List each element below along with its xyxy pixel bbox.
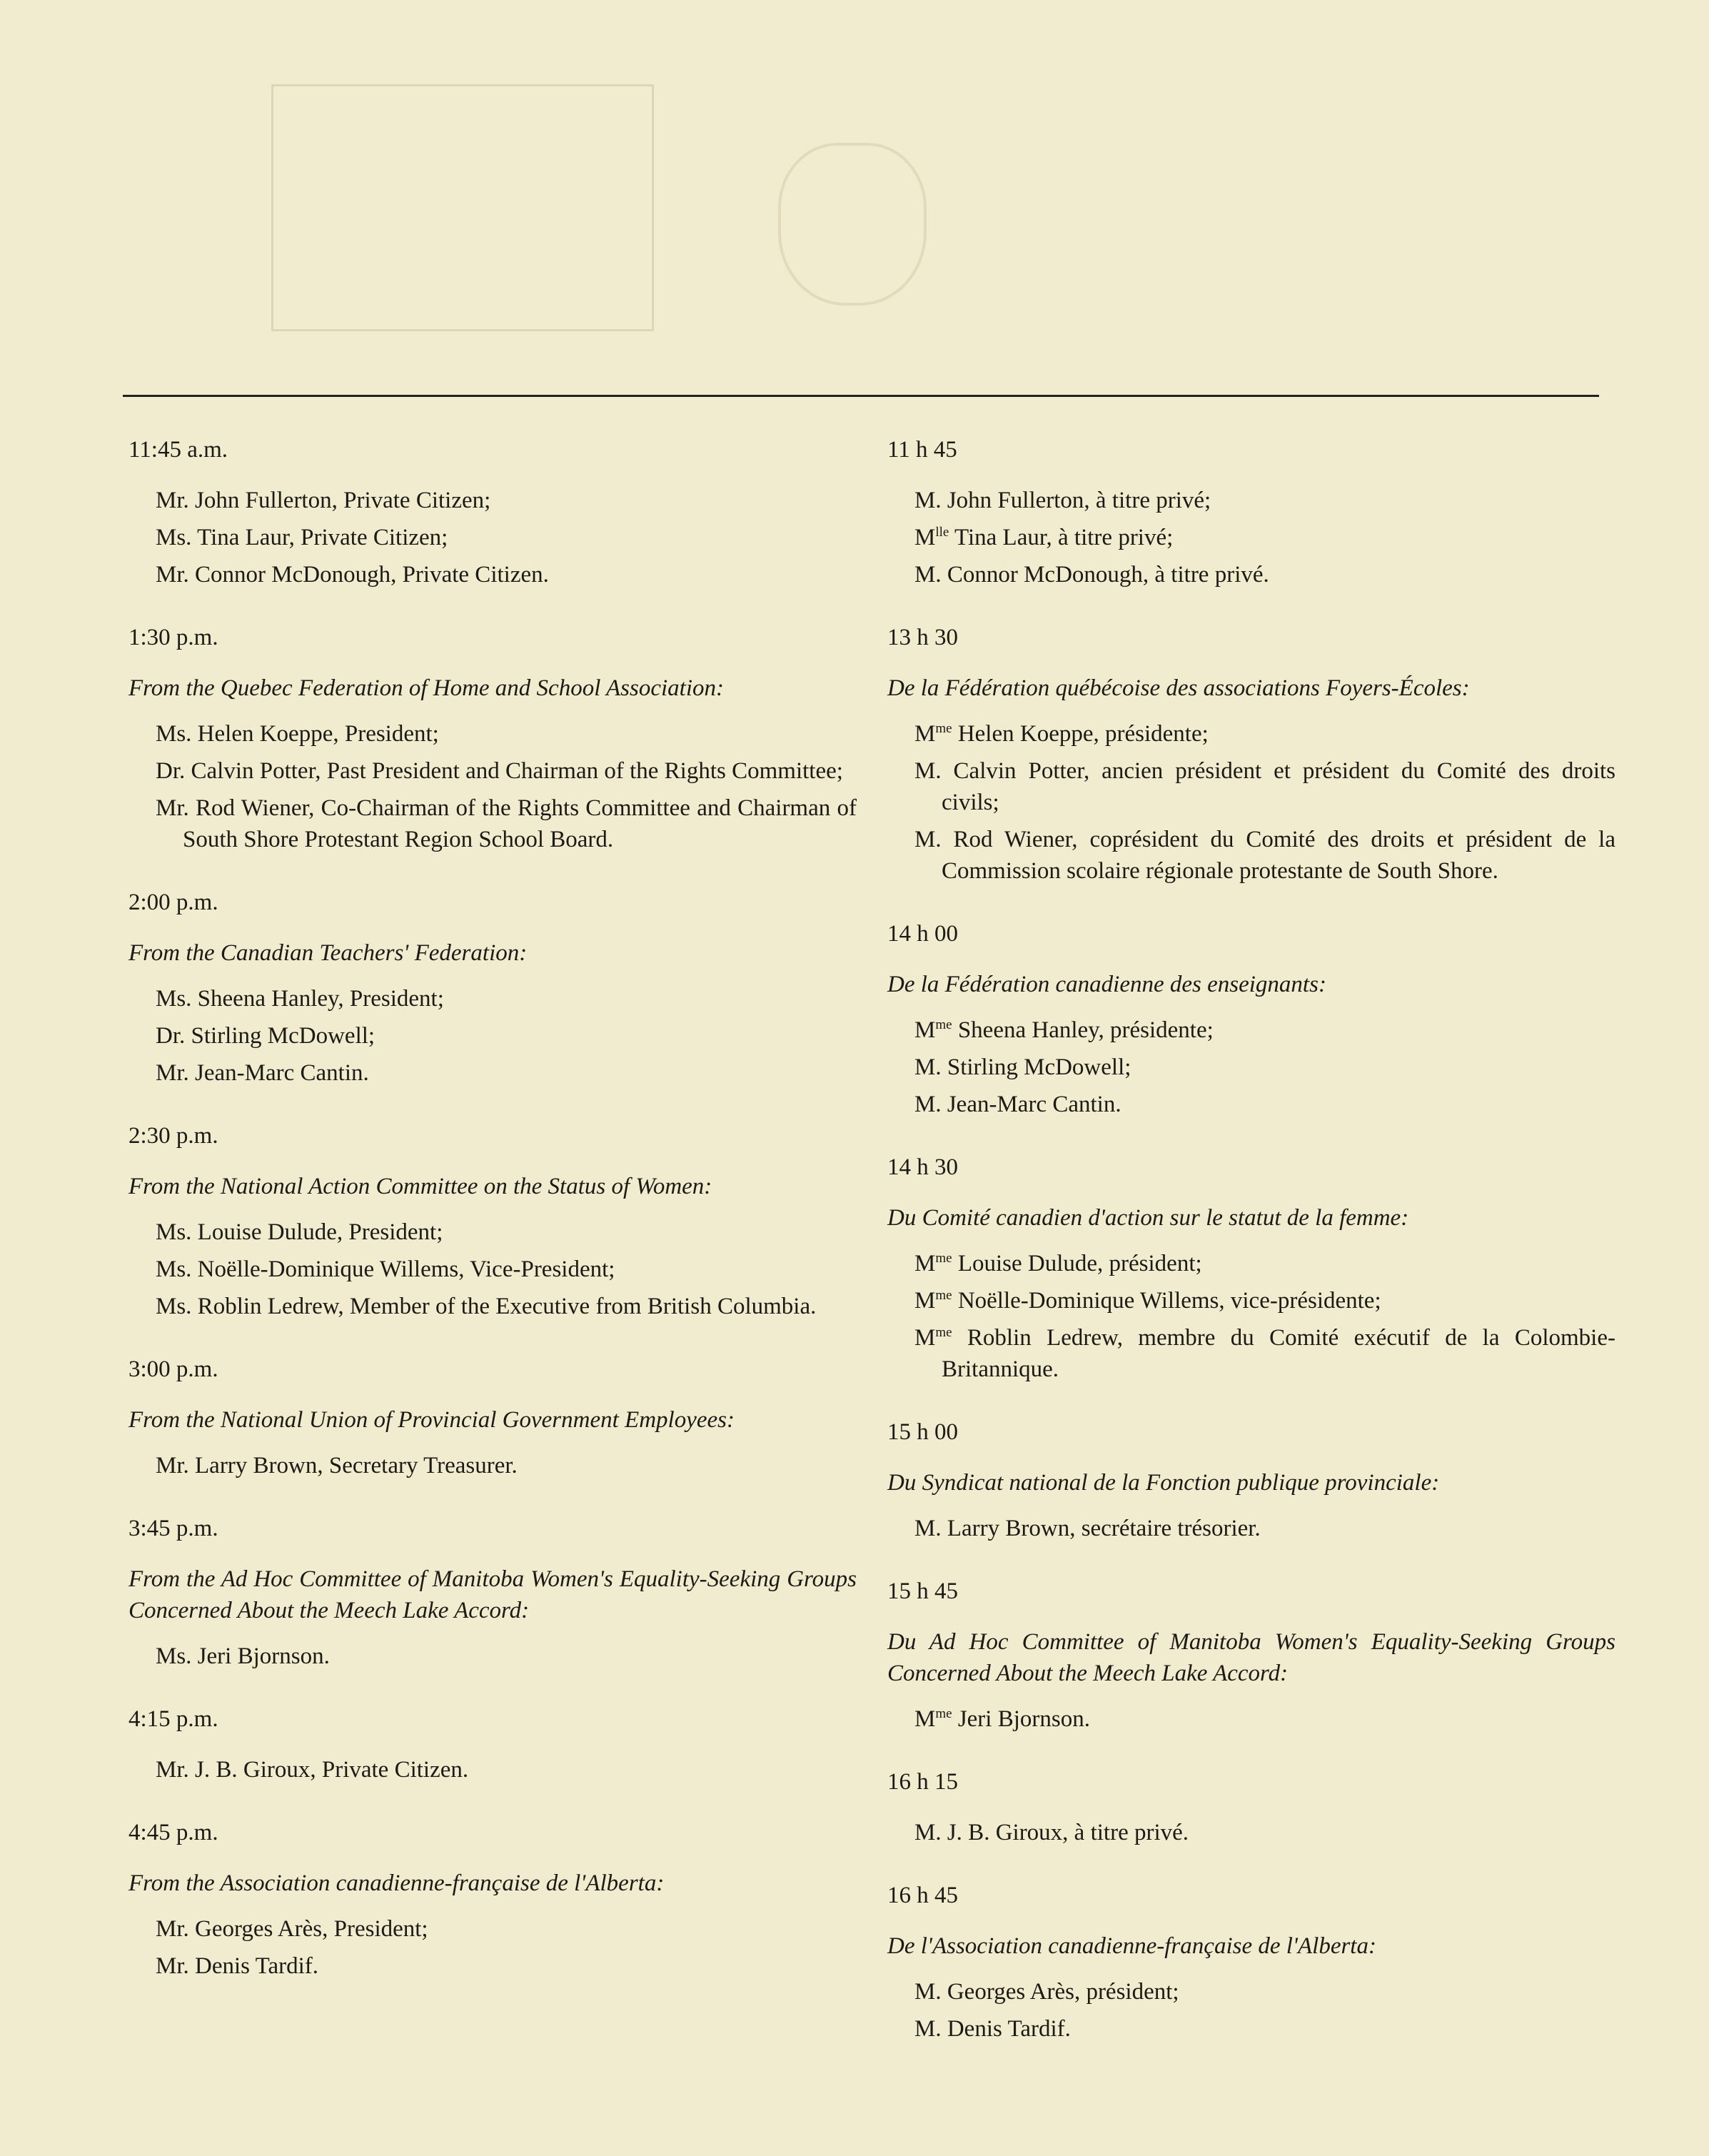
- witness-entry: M. John Fullerton, à titre privé;: [914, 488, 1211, 513]
- witness-entry: Ms. Noëlle-Dominique Willems, Vice-President;: [156, 1256, 615, 1282]
- witness-entry: Mr. John Fullerton, Private Citizen;: [156, 488, 491, 513]
- witness-entry: M. Rod Wiener, coprésident du Comité des droits et président de la Commission scolaire régionale protestante de South Shore.: [914, 827, 1615, 884]
- organization-heading: De la Fédération québécoise des associations Foyers-Écoles:: [887, 675, 1470, 701]
- time-label: 4:45 p.m.: [128, 1820, 218, 1845]
- french-column: [887, 437, 1615, 2079]
- witness-entry: M. Stirling McDowell;: [914, 1054, 1131, 1080]
- witness-entry: M. Connor McDonough, à titre privé.: [914, 562, 1269, 588]
- time-label: 11 h 45: [887, 437, 957, 463]
- time-label: 4:15 p.m.: [128, 1706, 218, 1732]
- organization-heading: From the National Union of Provincial Government Employees:: [128, 1407, 735, 1433]
- schedule-block: [887, 1578, 1615, 1769]
- time-label: 3:45 p.m.: [128, 1516, 218, 1541]
- time-label: 15 h 00: [887, 1419, 958, 1445]
- witness-entry: Ms. Helen Koeppe, President;: [156, 721, 439, 747]
- time-label: 14 h 00: [887, 921, 958, 947]
- witness-entry: M. Jean-Marc Cantin.: [914, 1092, 1121, 1117]
- organization-heading: Du Ad Hoc Committee of Manitoba Women's Equality-Seeking Groups Concerned About the Meech Lake Accord:: [887, 1629, 1615, 1686]
- time-label: 16 h 45: [887, 1883, 958, 1908]
- organization-heading: From the Quebec Federation of Home and School Association:: [128, 675, 725, 701]
- schedule-block: [128, 1516, 857, 1706]
- organization-heading: Du Syndicat national de la Fonction publique provinciale:: [887, 1470, 1440, 1496]
- witness-entry: Dr. Calvin Potter, Past President and Chairman of the Rights Committee;: [156, 758, 843, 784]
- witness-entry: M. Denis Tardif.: [914, 2016, 1071, 2042]
- schedule-block: [887, 1883, 1615, 2079]
- witness-entry: M. Larry Brown, secrétaire trésorier.: [914, 1516, 1261, 1541]
- witness-entry: Mr. Rod Wiener, Co-Chairman of the Rights Committee and Chairman of South Shore Protestant Region School Board.: [156, 795, 857, 852]
- schedule-block: [128, 1820, 857, 2016]
- witness-entry: Mr. Larry Brown, Secretary Treasurer.: [156, 1453, 518, 1479]
- witness-entry: $M^{me}$ Helen Koeppe, présidente;: [914, 721, 1209, 747]
- schedule-block: [887, 921, 1615, 1154]
- header-rule: [123, 395, 1599, 397]
- witness-entry: Mr. Connor McDonough, Private Citizen.: [156, 562, 549, 588]
- schedule-block: [128, 625, 857, 890]
- witness-entry: Ms. Jeri Bjornson.: [156, 1643, 330, 1669]
- schedule-block: [887, 1154, 1615, 1419]
- witness-entry: $M^{me}$ Louise Dulude, président;: [914, 1251, 1202, 1276]
- organization-heading: Du Comité canadien d'action sur le statut de la femme:: [887, 1205, 1409, 1231]
- schedule-block: [128, 890, 857, 1123]
- show-through-crest-icon: [778, 143, 927, 306]
- time-label: 14 h 30: [887, 1154, 958, 1180]
- time-label: 16 h 15: [887, 1769, 958, 1795]
- time-label: 15 h 45: [887, 1578, 958, 1604]
- time-label: 13 h 30: [887, 625, 958, 650]
- witness-entry: Dr. Stirling McDowell;: [156, 1023, 375, 1049]
- organization-heading: From the National Action Committee on the Status of Women:: [128, 1174, 712, 1199]
- organization-heading: De l'Association canadienne-française de l'Alberta:: [887, 1933, 1376, 1959]
- witness-entry: M. J. B. Giroux, à titre privé.: [914, 1820, 1189, 1845]
- witness-entry: $M^{me}$ Sheena Hanley, présidente;: [914, 1017, 1214, 1043]
- witness-entry: Mr. J. B. Giroux, Private Citizen.: [156, 1757, 469, 1783]
- witness-entry: Mr. Jean-Marc Cantin.: [156, 1060, 369, 1086]
- witness-entry: $M^{me}$ Noëlle-Dominique Willems, vice-présidente;: [914, 1288, 1381, 1314]
- witness-entry: Mr. Denis Tardif.: [156, 1953, 319, 1979]
- time-label: 11:45 a.m.: [128, 437, 228, 463]
- schedule-block: [887, 1769, 1615, 1883]
- show-through-stamp: [271, 84, 654, 331]
- witness-entry: M. Georges Arès, président;: [914, 1979, 1179, 2005]
- time-label: 3:00 p.m.: [128, 1356, 218, 1382]
- schedule-block: [128, 437, 857, 625]
- witness-entry: M. Calvin Potter, ancien président et président du Comité des droits civils;: [914, 758, 1615, 815]
- schedule-block: [128, 1706, 857, 1820]
- organization-heading: From the Ad Hoc Committee of Manitoba Women's Equality-Seeking Groups Concerned About the Meech Lake Accord:: [128, 1566, 857, 1623]
- time-label: 1:30 p.m.: [128, 625, 218, 650]
- schedule-block: [128, 1123, 857, 1356]
- witness-entry: $M^{me}$ Roblin Ledrew, membre du Comité exécutif de la Colombie-Britannique.: [914, 1325, 1615, 1382]
- organization-heading: De la Fédération canadienne des enseignants:: [887, 972, 1326, 997]
- witness-entry: Ms. Roblin Ledrew, Member of the Executive from British Columbia.: [156, 1294, 817, 1319]
- witness-entry: Ms. Tina Laur, Private Citizen;: [156, 525, 448, 550]
- witness-entry: $M^{lle}$ Tina Laur, à titre privé;: [914, 525, 1174, 550]
- time-label: 2:30 p.m.: [128, 1123, 218, 1149]
- english-column: [128, 437, 857, 2016]
- organization-heading: From the Association canadienne-française de l'Alberta:: [128, 1870, 665, 1896]
- witness-entry: Mr. Georges Arès, President;: [156, 1916, 428, 1942]
- witness-entry: $M^{me}$ Jeri Bjornson.: [914, 1706, 1090, 1732]
- witness-entry: Ms. Louise Dulude, President;: [156, 1219, 443, 1245]
- schedule-block: [887, 437, 1615, 625]
- schedule-block: [887, 625, 1615, 921]
- witness-entry: Ms. Sheena Hanley, President;: [156, 986, 444, 1012]
- schedule-block: [887, 1419, 1615, 1578]
- time-label: 2:00 p.m.: [128, 890, 218, 915]
- organization-heading: From the Canadian Teachers' Federation:: [128, 940, 528, 966]
- schedule-block: [128, 1356, 857, 1516]
